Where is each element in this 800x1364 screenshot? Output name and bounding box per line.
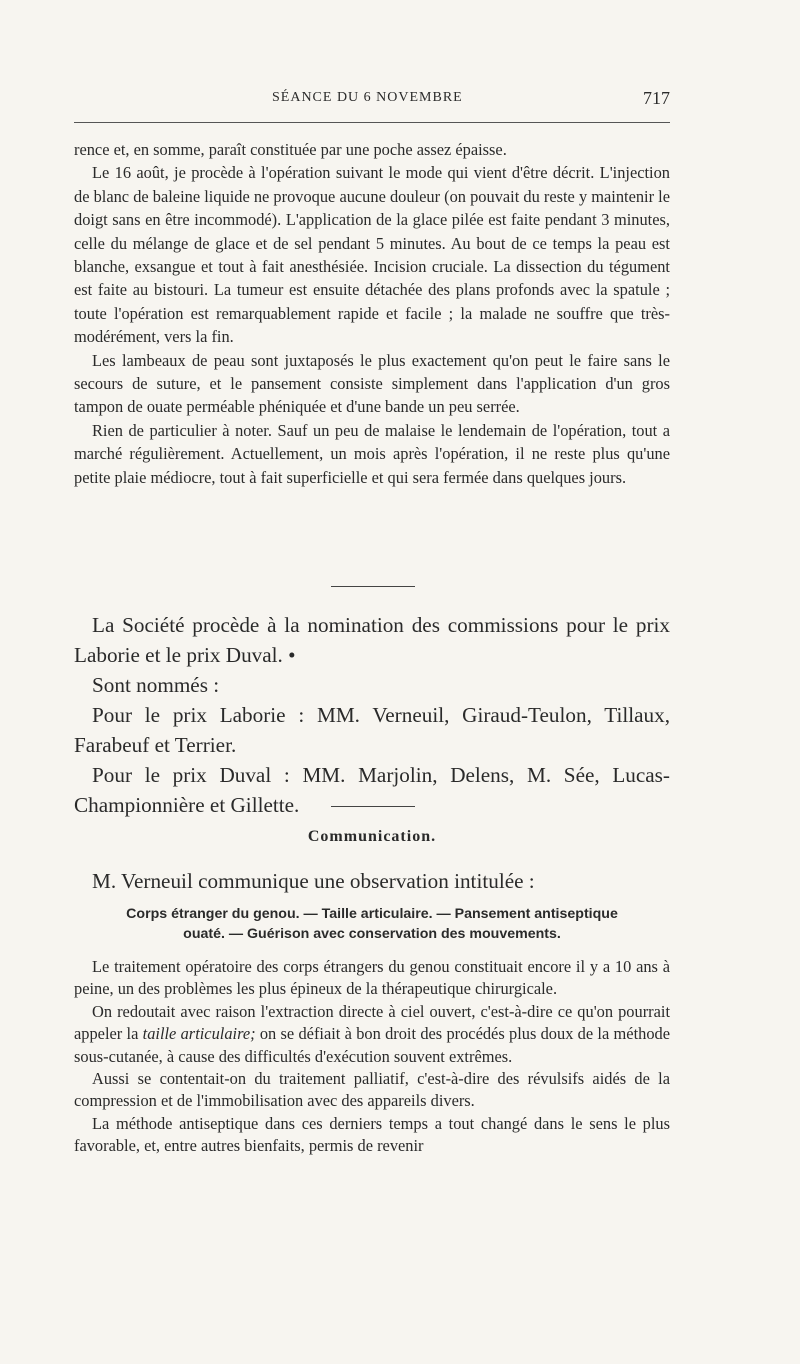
communication-text [74, 956, 670, 1158]
paragraph: Le 16 août, je procède à l'opération suivant le mode qui vient d'être décrit. L'injection de blanc de baleine liquide ne provoque aucune douleur (on pouvait du reste y maintenir le doigt sans en être incommodé). L'application de la glace pilée est faite pendant 3 minutes, celle du mélange de glace et de sel pendant 5 minutes. Au bout de ce temps la peau est blanche, exsangue et tout à fait anesthésiée. Incision cruciale. La dissection du tégument est faite au bistouri. La tumeur est ensuite détachée des plans profonds avec la spatule ; toute l'opération est remarquablement rapide et facile ; la malade ne souffre que très-modérément, vers la fin. [74, 163, 670, 347]
running-head [74, 90, 670, 114]
paragraph: La Société procède à la nomination des commissions pour le prix Laborie et le prix Duval. • [74, 613, 670, 667]
paragraph: Aussi se contentait-on du traitement palliatif, c'est-à-dire des révulsifs aidés de la compression et de l'immobilisation avec des appareils divers. [74, 1069, 670, 1111]
paragraph: Les lambeaux de peau sont juxtaposés le plus exactement qu'on peut le faire sans le secours de suture, et le pansement consiste simplement dans l'application d'un gros tampon de ouate perméable phéniquée et d'une bande un peu serrée. [74, 350, 670, 417]
communication-intro [74, 866, 670, 896]
article-title-line: ouaté. — Guérison avec conservation des mouvements. [183, 926, 561, 942]
paragraph: Pour le prix Laborie : MM. Verneuil, Giraud-Teulon, Tillaux, Farabeuf et Terrier. [74, 703, 670, 757]
page-number: 717 [643, 88, 670, 108]
nominations-text [74, 610, 670, 820]
article-title-line: Corps étranger du genou. — Taille articulaire. — Pansement antiseptique [126, 906, 618, 922]
paragraph: Sont nommés : [92, 673, 220, 697]
section-divider [331, 806, 415, 807]
header-rule [74, 122, 670, 123]
paragraph: Le traitement opératoire des corps étrangers du genou constituait encore il y a 10 ans à peine, un des problèmes les plus épineux de la thérapeutique chirurgicale. [74, 957, 670, 999]
text-run: on se défiait à bon droit des procédés plus doux de la méthode sous-cutanée, à cause des difficultés d'exécution souvent extrêmes. [74, 1024, 670, 1066]
paragraph: Pour le prix Duval : MM. Marjolin, Delens, M. Sée, Lucas-Championnière et Gillette. [74, 763, 670, 817]
section-divider [331, 586, 415, 587]
paragraph: La méthode antiseptique dans ces derniers temps a tout changé dans le sens le plus favorable, et, entre autres bienfaits, permis de revenir [74, 1113, 670, 1156]
paragraph: rence et, en somme, paraît constituée par une poche assez épaisse. [74, 140, 507, 159]
article-title [74, 904, 670, 944]
italic-term: taille articulaire; [142, 1024, 256, 1044]
text-run: On redoutait avec raison l'extraction directe à ciel ouvert, c'est-à-dire ce qu'on pourrait appeler la [74, 1001, 670, 1044]
paragraph [74, 1001, 670, 1068]
section-heading: Communication. [307, 828, 437, 845]
running-title: SÉANCE DU 6 NOVEMBRE [272, 90, 463, 105]
case-report-text [74, 138, 670, 489]
paragraph: M. Verneuil communique une observation intitulée : [92, 869, 535, 893]
paragraph: Rien de particulier à noter. Sauf un peu de malaise le lendemain de l'opération, tout a marché régulièrement. Actuellement, un mois après l'opération, il ne reste plus qu'une petite plaie médiocre, tout à fait superficielle et qui sera fermée dans quelques jours. [74, 420, 670, 487]
